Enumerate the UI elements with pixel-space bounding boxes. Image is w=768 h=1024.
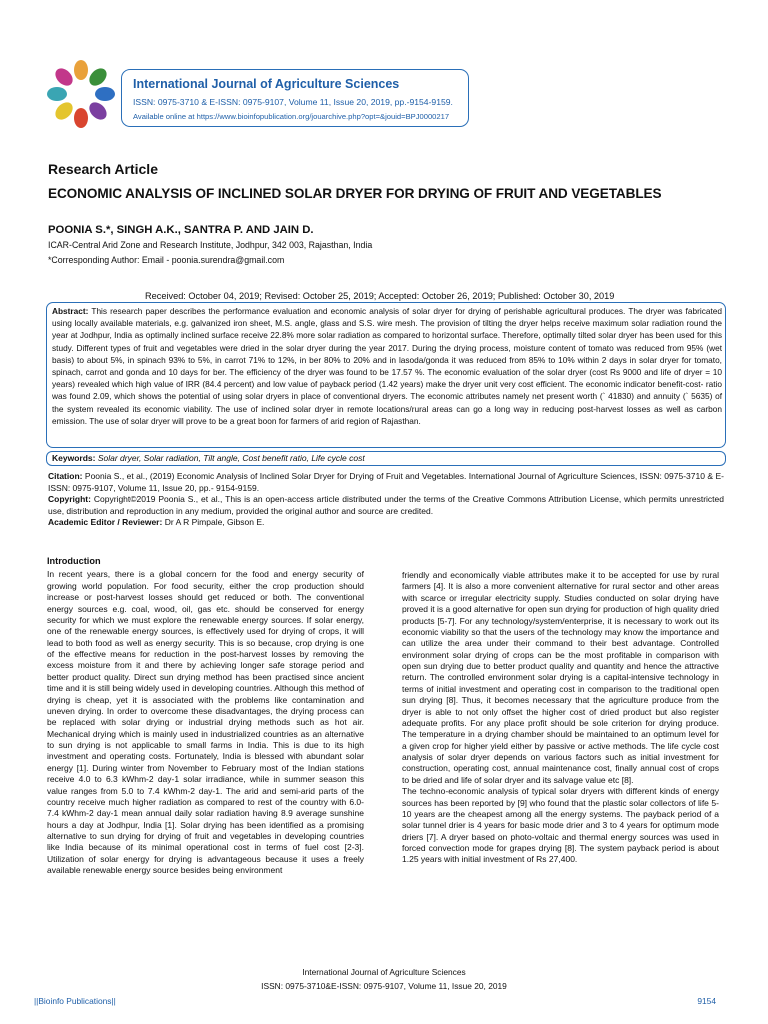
editor-label: Academic Editor / Reviewer: <box>48 517 163 528</box>
article-type: Research Article <box>48 161 158 177</box>
journal-issn-line: ISSN: 0975-3710 & E-ISSN: 0975-9107, Volume 11, Issue 20, 2019, pp.-9154-9159. <box>133 97 453 107</box>
footer-journal: International Journal of Agriculture Sciences <box>302 967 466 977</box>
citation-text: Poonia S., et al., (2019) Economic Analysis of Inclined Solar Dryer for Drying of Fruit and Vegetables. International Journal of Agriculture Sciences, ISSN: 0975-3710 & E-ISSN: 0975-9107, Volume 11, Issue 20, pp.- 9154-9159. <box>48 471 724 493</box>
journal-name: International Journal of Agriculture Sciences <box>133 77 400 91</box>
article-title: ECONOMIC ANALYSIS OF INCLINED SOLAR DRYER FOR DRYING OF FRUIT AND VEGETABLES <box>48 186 662 201</box>
citation <box>48 471 724 494</box>
citation-label: Citation: <box>48 471 83 481</box>
publication-dates: Received: October 04, 2019; Revised: October 25, 2019; Accepted: October 26, 2019; Published: October 30, 2019 <box>145 291 615 301</box>
copyright <box>48 494 724 517</box>
intro-paragraph-2: friendly and economically viable attributes make it to be accepted for use by rural farmers [4]. It is also a more convenient alternative for rural sector and other areas with scarce or irregular electricity supply. Studies conducted on solar drying have proved it is a good alternative for open sun drying for production of high quality dried products [5-7]. For any technology/system/enterprise, it is necessary to work out its economic viability so that the users of the technology may know the importance and can utilize the area under their command to their best advantage. Controlled environment solar drying of crops can be the most profitable in comparison with open sun drying due to better product quality and quantity and hence the attractive return. The controlled environment solar drying is a capital-intensive technology in terms of initial investment and operating cost in comparison to the traditional open sun drying [8]. Thus, it becomes necessary that the agriculture produce from the dryer is able to not only offset the higher cost of dried product but also register adequate profits. For any place profit should be sole criterion for drying produce. The temperature in a drying chamber should be maintained to an optimum level for a given crop for higher yield either by passive or active methods. The life cycle cost analysis of solar dryer depends on various factors such as initial investment for construction, operating cost, annual maintenance cost, finally annual cost of crops to be dried and life of solar dryer and its salvage value etc [8]. <box>402 570 719 785</box>
body-column-right <box>402 570 719 866</box>
editor-text: Dr A R Pimpale, Gibson E. <box>164 517 265 528</box>
copyright-text: Copyright©2019 Poonia S., et al., This is an open-access article distributed under the terms of the Creative Commons Attribution License, which permits unrestricted use, distribution and reproduction in any medium, provided the original author and source are credited. <box>48 494 724 516</box>
abstract-label: Abstract: <box>52 306 89 316</box>
keywords-list: Solar dryer, Solar radiation, Tilt angle, Cost benefit ratio, Life cycle cost <box>97 453 365 463</box>
abstract-body: This research paper describes the performance evaluation and economic analysis of solar dryer for drying of perishable agricultural produces. The dryer was fabricated using locally available materials, e.g. galvanized iron sheet, M.S. angle, glass and S.S. wire mesh. The provision of tilting the dryer helps receive maximum solar radiation round the year at Jodhpur, India as optimally inclined surface receive 22.8% more solar radiation as compared to horizontal surface. Therefore, optimally tilted solar dryer has been used for this study. Different types of fruit and vegetables were dried in the solar dryer during the year 2017. During the drying process, moisture content of tomato was reduced from 95% (wet basis) to about 5%, in spinach 93% to 5%, in carrot 71% to 12%, in ber 80% to 20% and in lasoda/gonda it was reduced from 85% to 10% within 2 days in solar dryer for tomato, spinach, carrot and gonda and 10 days for ber. The efficiency of the dryer was found to be 17.57 %. The economic evaluation of the solar dryer (cost Rs 9000 and life of dryer = 10 years) revealed which high value of IRR (84.4 percent) and low value of payback period (1.42 years) make the dryer unit very cost efficient. The economic indicator benefit-cost- ratio was found 2.09, which shows the potential of using solar dryers in place of conventional dryers. The economic attributes namely net present worth (` 41830) and annuity (` 5635) of the system revealed its economic viability. The use of inclined solar dryer in remote locations/rural areas can go a long way in reducing post-harvest losses as well as carbon emission. The use of solar dryer will prove to be a great boon for farmers of arid region of Rajasthan. <box>52 306 722 426</box>
journal-url-link[interactable]: Available online at https://www.bioinfopublication.org/jouarchive.php?opt=&jouid=BPJ0000217 <box>133 112 450 121</box>
intro-paragraph-3: The techno-economic analysis of typical solar dryers with different kinds of energy sources has been reported by [9] who found that the plastic solar collectors of life 5-10 years are the cheapest among all the energy systems. The payback period of a solar tunnel drier is 4 years for basic mode drier and 3 to 4 years for optimum mode driers [7]. A dryer based on photo-voltaic and thermal energy sources was used in forced convection mode for grapes drying [8]. The system payback period is about 1.25 years with initial investment of Rs 27,400. <box>402 786 719 865</box>
academic-editor <box>48 517 724 529</box>
page-number: 9154 <box>697 996 716 1006</box>
journal-logo <box>40 60 122 128</box>
copyright-label: Copyright: <box>48 494 91 505</box>
article-meta <box>48 471 724 529</box>
keywords <box>52 453 365 463</box>
intro-paragraph-1: In recent years, there is a global concern for the food and energy security of growing world population. For food security, either the crop production should increase or post-harvest losses should get reduced or both. The conventional energy sources e.g. coal, wood, oil, gas etc. should be conserved for energy security for which we must explore the renewable energy sources. If solar energy, one of the renewable energy sources, is effectively used for drying of crops, it will lead to both food as well as energy security. This is so because, crop drying is one of the effective means for reduction in the post-harvest losses by removing the excess moisture from it and there by achieving longer safe storage period and better product quality. Direct sun drying method has been practised since ancient time and it is still being widely used in developing countries. Although this method of drying is cheap, yet it is associated with the problems like contamination and uneven drying. In order to overcome these disadvantages, the drying process can be replaced with solar drying or industrial drying methods such as hot air. Mechanical drying which is mainly used in industrialized countries as an alternative to sun drying is not applicable to small farms in India. This is due to its high investment and operating costs. Fortunately, India is blessed with abundant solar energy [1]. During winter from November to February most of the Indian stations receive 4.0 to 6.3 kWhm-2 day-1 solar irradiance, while in summer season this value ranges from 5.0 to 7.4 kWhm-2 day-1. The arid and semi-arid parts of the country receive much higher radiation as compared to rest of the country with 6.0-7.4 kWhm-2 day-1 mean annual daily solar radiation having 8.9 average sunshine hours a day at Jodhpur, India [1]. Solar drying has been identified as a promising alternative to sun drying for drying of fruit and vegetables in developing countries like India because of its minimal operational cost in terms of fuel cost [2-3]. Utilization of solar energy for drying is advantageous because it uses a freely available renewable energy source besides being environment <box>47 569 364 876</box>
corresponding-author: *Corresponding Author: Email - poonia.surendra@gmail.com <box>48 255 285 265</box>
author-list: POONIA S.*, SINGH A.K., SANTRA P. AND JAIN D. <box>48 224 314 236</box>
abstract <box>52 305 722 427</box>
footer-issn: ISSN: 0975-3710&E-ISSN: 0975-9107, Volume 11, Issue 20, 2019 <box>261 981 507 991</box>
keywords-label: Keywords: <box>52 453 96 463</box>
affiliation: ICAR-Central Arid Zone and Research Institute, Jodhpur, 342 003, Rajasthan, India <box>48 240 373 250</box>
footer-publisher: ||Bioinfo Publications|| <box>34 996 116 1006</box>
section-heading-introduction: Introduction <box>47 556 101 566</box>
body-column-left <box>47 556 364 877</box>
